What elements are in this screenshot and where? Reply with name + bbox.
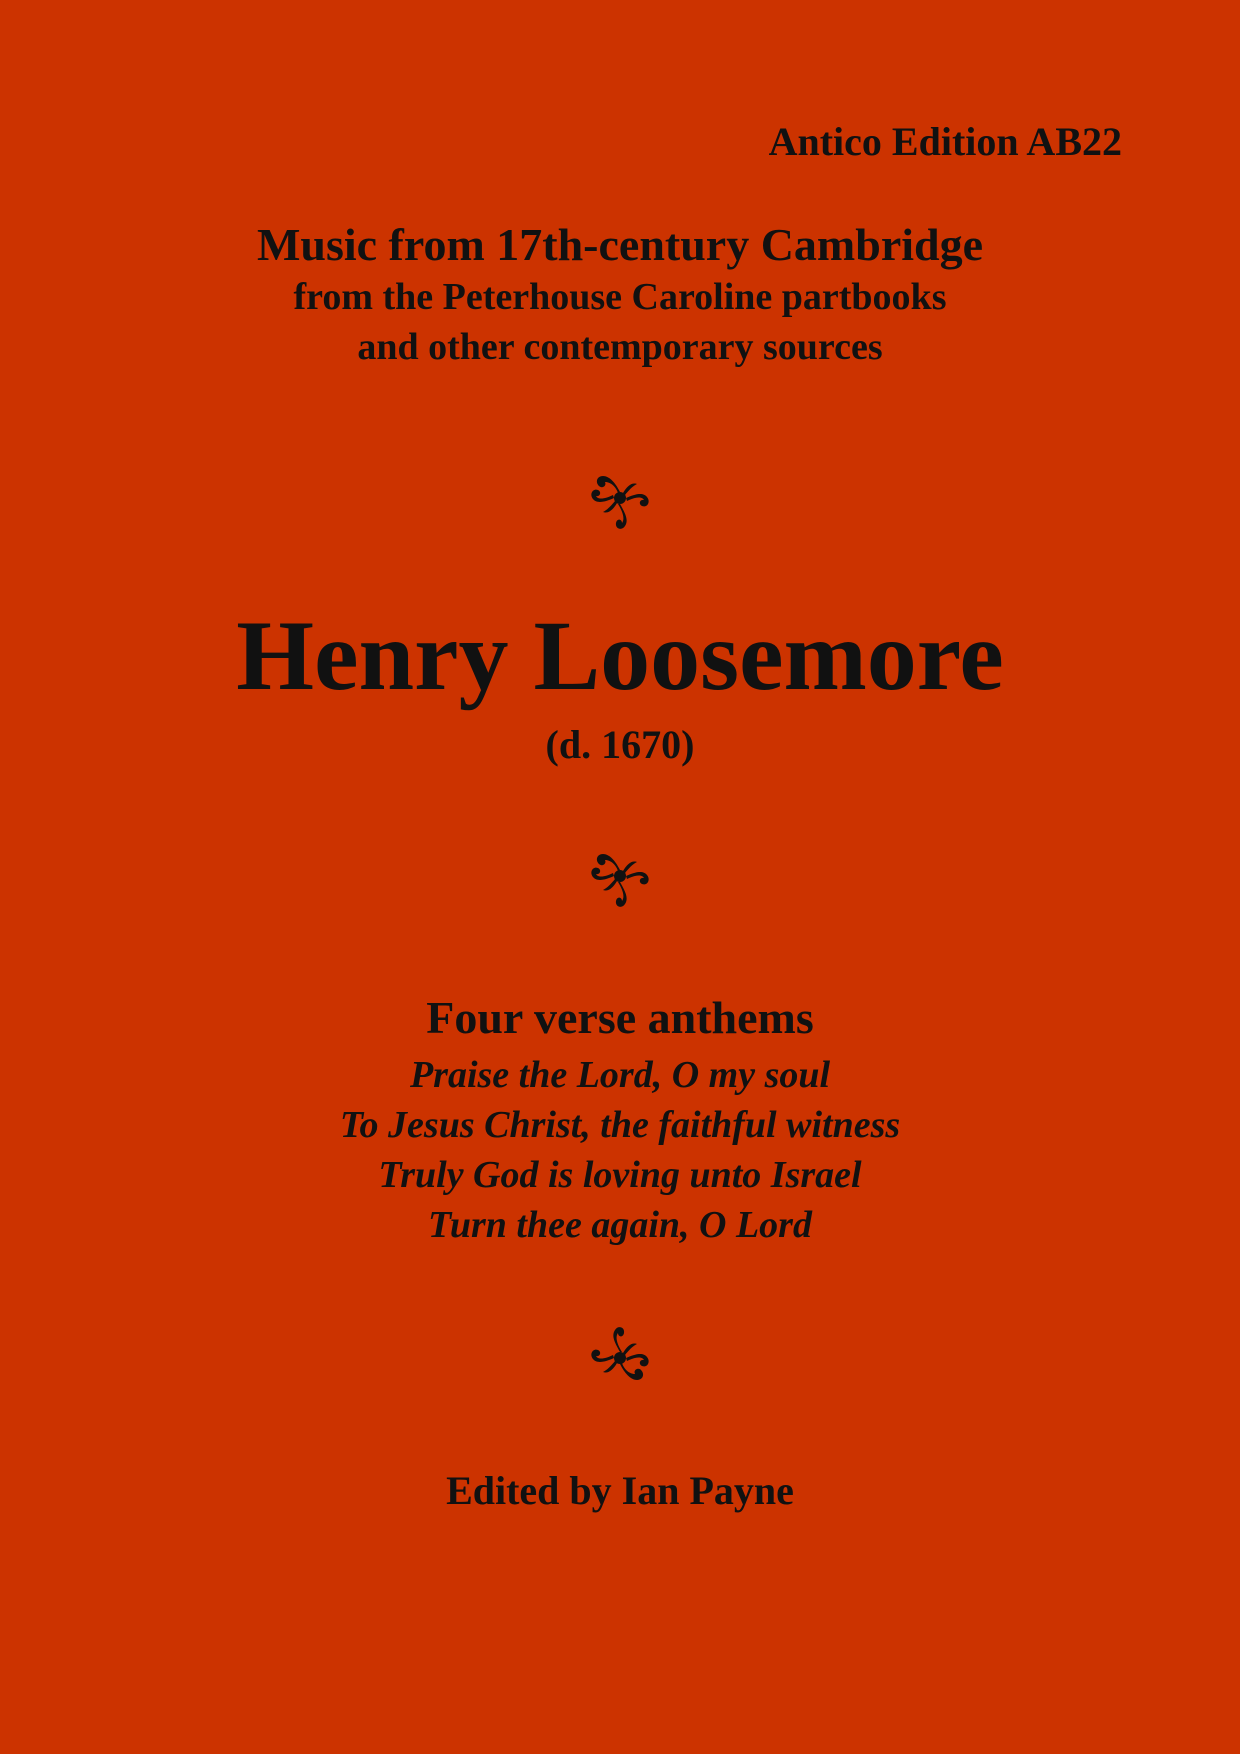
contents-block: [0, 990, 1240, 1250]
anthem-title: Turn thee again, O Lord: [428, 1204, 812, 1246]
anthem-title: Truly God is loving unto Israel: [378, 1154, 862, 1196]
edition-label: Antico Edition AB22: [768, 119, 1122, 164]
anthem-title: Praise the Lord, O my soul: [409, 1054, 831, 1096]
series-block: [0, 218, 1240, 372]
composer-name: Henry Loosemore: [236, 600, 1004, 711]
series-title: Music from 17th-century Cambridge: [256, 219, 984, 270]
series-subtitle-line: and other contemporary sources: [357, 326, 883, 368]
editor-credit: Edited by Ian Payne: [446, 1468, 794, 1513]
fleuron-icon: [585, 462, 655, 534]
composer-dates: (d. 1670): [545, 722, 695, 767]
fleuron-icon: [585, 840, 655, 912]
composer-block: [0, 600, 1240, 770]
contents-heading: Four verse anthems: [426, 992, 814, 1043]
anthem-title: To Jesus Christ, the faithful witness: [339, 1104, 901, 1146]
series-subtitle-line: from the Peterhouse Caroline partbooks: [293, 276, 947, 318]
fleuron-icon: [585, 1322, 655, 1394]
